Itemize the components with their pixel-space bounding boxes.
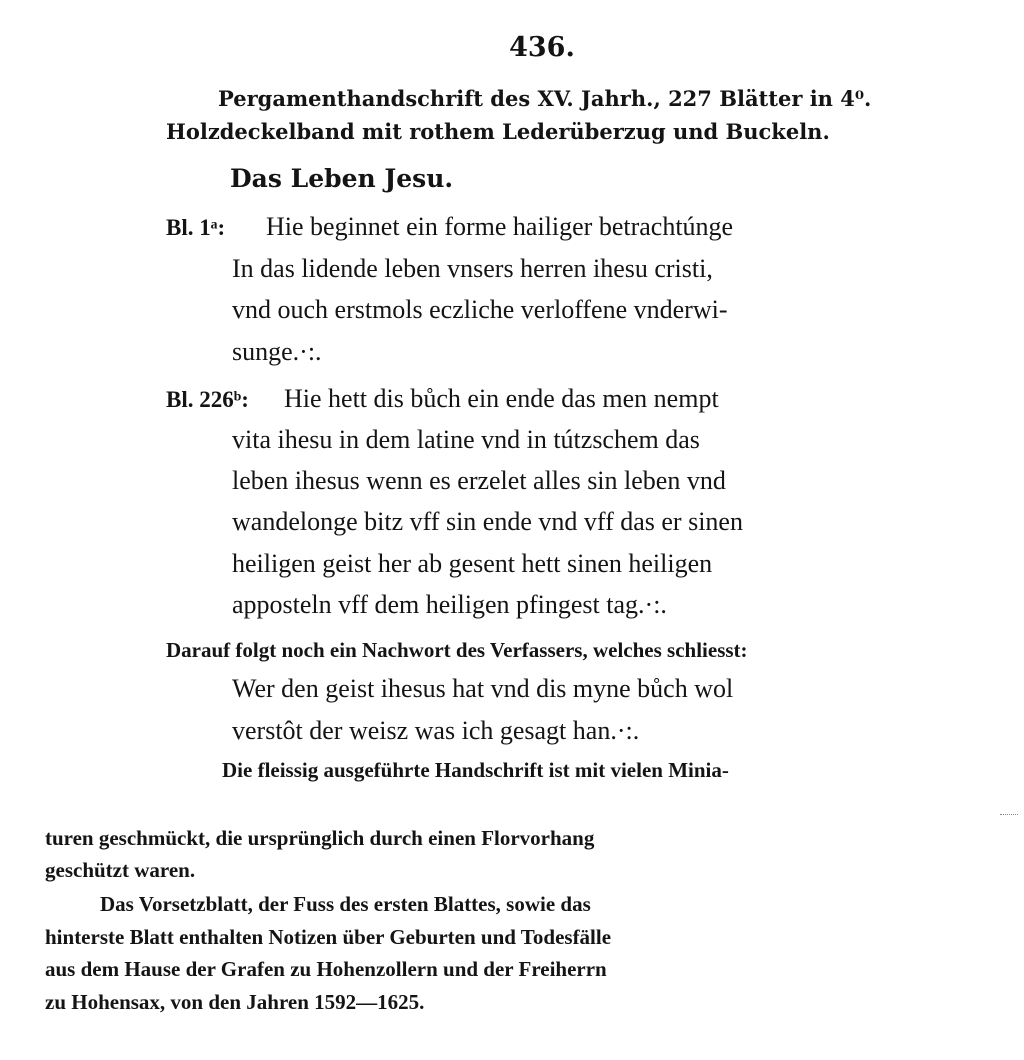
- explicit-label: Bl. 226ᵇ:: [166, 387, 249, 412]
- notes-line-2: turen geschmückt, die ursprünglich durch einen Florvorhang: [45, 826, 595, 850]
- notes-line-5: hinterste Blatt enthalten Notizen über Geburten und Todesfälle: [45, 925, 612, 949]
- afterword-intro: Darauf folgt noch ein Nachwort des Verfassers, welches schliesst:: [166, 638, 748, 662]
- page-number: 436.: [509, 32, 575, 63]
- page-edge-mark: [1000, 814, 1018, 816]
- afterword-line-2: verstôt der weisz was ich gesagt han.·:.: [232, 716, 640, 745]
- explicit-line-4: wandelonge bitz vff sin ende vnd vff das er sinen: [232, 507, 743, 536]
- title: Das Leben Jesu.: [230, 164, 454, 193]
- incipit-line-3: vnd ouch erstmols eczliche verloffene vnderwi-: [232, 295, 728, 324]
- explicit-line-3: leben ihesus wenn es erzelet alles sin leben vnd: [232, 466, 726, 495]
- incipit-line-2: In das lidende leben vnsers herren ihesu cristi,: [232, 254, 713, 283]
- notes-line-4: Das Vorsetzblatt, der Fuss des ersten Blattes, sowie das: [100, 892, 591, 916]
- incipit-line-1: Hie beginnet ein forme hailiger betrachtúnge: [266, 212, 734, 241]
- explicit-line-5: heiligen geist her ab gesent hett sinen heiligen: [232, 549, 713, 578]
- notes-line-3: geschützt waren.: [45, 858, 196, 882]
- description-line-2: Holzdeckelband mit rothem Lederüberzug und Buckeln.: [166, 119, 830, 144]
- notes-line-1: Die fleissig ausgeführte Handschrift ist mit vielen Minia-: [222, 758, 729, 782]
- incipit-label: Bl. 1ᵃ:: [166, 215, 226, 240]
- explicit-line-2: vita ihesu in dem latine vnd in tútzschem das: [232, 425, 700, 454]
- description-line-1: Pergamenthandschrift des XV. Jahrh., 227 Blätter in 4⁰.: [218, 86, 872, 111]
- afterword-line-1: Wer den geist ihesus hat vnd dis myne bůch wol: [232, 674, 734, 703]
- explicit-line-6: apposteln vff dem heiligen pfingest tag.·:.: [232, 590, 667, 619]
- notes-line-6: aus dem Hause der Grafen zu Hohenzollern und der Freiherrn: [45, 957, 607, 981]
- notes-line-7: zu Hohensax, von den Jahren 1592—1625.: [45, 990, 425, 1014]
- incipit-line-4: sunge.·:.: [232, 337, 322, 366]
- explicit-line-1: Hie hett dis bůch ein ende das men nempt: [284, 384, 719, 413]
